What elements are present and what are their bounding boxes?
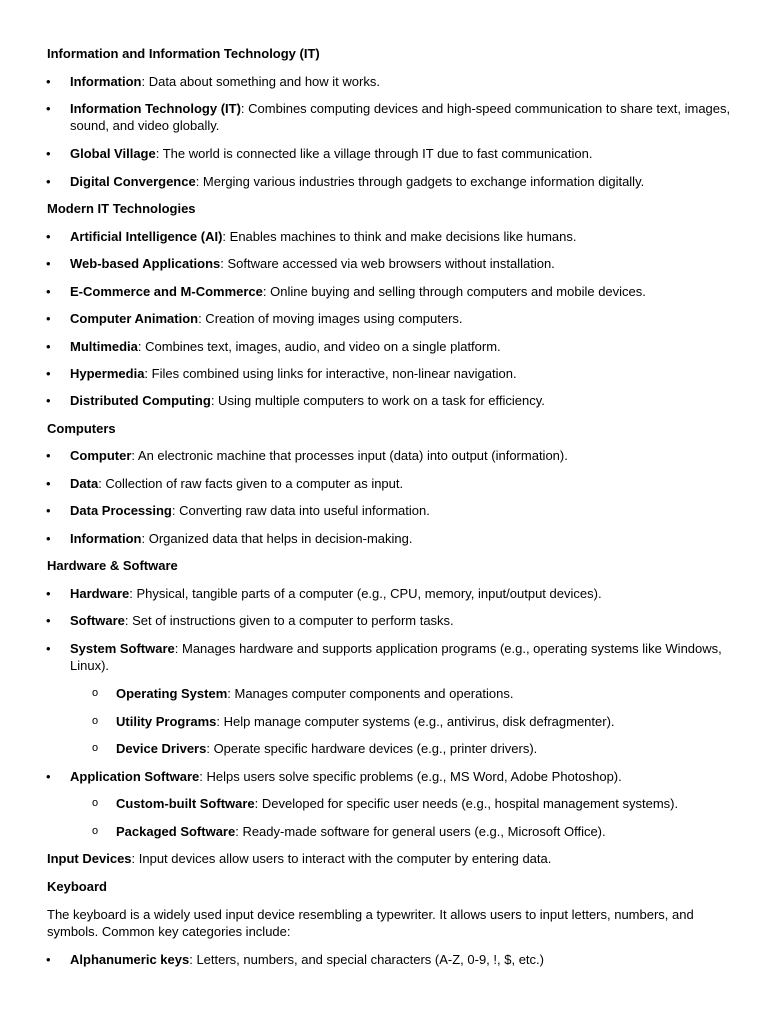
bullet-icon: • — [46, 339, 51, 354]
list-item — [70, 228, 740, 245]
list-item — [70, 338, 740, 355]
item-term: Application Software — [70, 769, 200, 784]
item-term: Information — [70, 74, 142, 89]
item-desc: : Creation of moving images using computers. — [198, 311, 463, 326]
item-desc: : Enables machines to think and make decisions like humans. — [222, 229, 577, 244]
item-term: Custom-built Software — [116, 796, 255, 811]
input-devices-line — [47, 850, 737, 867]
bullet-icon: • — [46, 531, 51, 546]
bullet-icon: • — [46, 284, 51, 299]
list-item — [70, 283, 740, 300]
item-desc: : Software accessed via web browsers without installation. — [220, 256, 555, 271]
list-item — [70, 255, 740, 272]
item-desc: : An electronic machine that processes input (data) into output (information). — [131, 448, 568, 463]
section-heading: Hardware & Software — [47, 558, 178, 573]
item-term: Operating System — [116, 686, 228, 701]
list-item — [70, 585, 740, 602]
sub-list-item — [116, 740, 740, 757]
item-term: Input Devices — [47, 851, 132, 866]
section-heading: Modern IT Technologies — [47, 201, 196, 216]
item-term: Computer Animation — [70, 311, 199, 326]
list-item — [70, 392, 740, 409]
item-term: E-Commerce and M-Commerce — [70, 284, 263, 299]
section-heading: Information and Information Technology (IT) — [47, 46, 320, 61]
list-item — [70, 447, 740, 464]
item-desc: : Combines text, images, audio, and video on a single platform. — [137, 339, 501, 354]
item-desc: : Operate specific hardware devices (e.g., printer drivers). — [206, 741, 538, 756]
item-term: Data Processing — [70, 503, 172, 518]
bullet-icon: • — [46, 146, 51, 161]
item-desc: : Manages hardware and supports application programs (e.g., operating systems like Windows, Linux). — [70, 641, 722, 673]
item-term: Hypermedia — [70, 366, 145, 381]
item-desc: : Set of instructions given to a computer to perform tasks. — [124, 613, 454, 628]
item-desc: : Developed for specific user needs (e.g., hospital management systems). — [254, 796, 679, 811]
item-term: Digital Convergence — [70, 174, 196, 189]
item-term: Global Village — [70, 146, 156, 161]
item-desc: : Ready-made software for general users (e.g., Microsoft Office). — [235, 824, 606, 839]
item-desc: : Manages computer components and operations. — [227, 686, 514, 701]
list-item — [70, 145, 740, 162]
bullet-icon: • — [46, 229, 51, 244]
item-desc: : Organized data that helps in decision-making. — [141, 531, 413, 546]
item-term: Data — [70, 476, 99, 491]
item-term: Utility Programs — [116, 714, 217, 729]
bullet-icon: • — [46, 101, 51, 116]
list-item — [70, 100, 740, 134]
sub-bullet-icon: o — [92, 825, 99, 837]
list-item — [70, 640, 740, 674]
bullet-icon: • — [46, 174, 51, 189]
sub-bullet-icon: o — [92, 742, 99, 754]
bullet-icon: • — [46, 641, 51, 656]
item-term: Alphanumeric keys — [70, 952, 190, 967]
item-desc: : Using multiple computers to work on a task for efficiency. — [210, 393, 545, 408]
item-desc: : Letters, numbers, and special characters (A-Z, 0-9, !, $, etc.) — [189, 952, 544, 967]
section-heading: Computers — [47, 421, 116, 436]
item-desc: : Files combined using links for interactive, non-linear navigation. — [144, 366, 517, 381]
item-desc: : The world is connected like a village through IT due to fast communication. — [155, 146, 593, 161]
keyboard-paragraph: The keyboard is a widely used input device resembling a typewriter. It allows users to input letters, numbers, and symbols. Common key categories include: — [47, 907, 694, 939]
sub-list-item — [116, 795, 740, 812]
bullet-icon: • — [46, 769, 51, 784]
bullet-icon: • — [46, 952, 51, 967]
list-item — [70, 502, 740, 519]
bullet-icon: • — [46, 476, 51, 491]
item-term: Web-based Applications — [70, 256, 221, 271]
bullet-icon: • — [46, 448, 51, 463]
sub-bullet-icon: o — [92, 797, 99, 809]
sub-list-item — [116, 823, 740, 840]
list-item — [70, 365, 740, 382]
item-term: Distributed Computing — [70, 393, 211, 408]
bullet-icon: • — [46, 311, 51, 326]
list-item — [70, 530, 740, 547]
item-term: Information Technology (IT) — [70, 101, 241, 116]
item-desc: : Online buying and selling through computers and mobile devices. — [262, 284, 646, 299]
item-desc: : Converting raw data into useful information. — [171, 503, 430, 518]
list-item — [70, 951, 740, 968]
item-term: Packaged Software — [116, 824, 236, 839]
item-desc: : Combines computing devices and high-speed communication to share text, images, sound, and video globally. — [70, 101, 731, 133]
item-desc: : Merging various industries through gadgets to exchange information digitally. — [195, 174, 645, 189]
item-term: Device Drivers — [116, 741, 207, 756]
list-item — [70, 173, 740, 190]
section-heading: Keyboard — [47, 879, 107, 894]
bullet-icon: • — [46, 74, 51, 89]
bullet-icon: • — [46, 503, 51, 518]
item-term: Computer — [70, 448, 132, 463]
list-item — [70, 612, 740, 629]
list-item — [70, 475, 740, 492]
item-term: System Software — [70, 641, 175, 656]
bullet-icon: • — [46, 586, 51, 601]
bullet-icon: • — [46, 256, 51, 271]
sub-list-item — [116, 713, 740, 730]
item-desc: : Physical, tangible parts of a computer (e.g., CPU, memory, input/output devices). — [129, 586, 602, 601]
item-desc: : Help manage computer systems (e.g., antivirus, disk defragmenter). — [216, 714, 615, 729]
sub-list-item — [116, 685, 740, 702]
list-item — [70, 768, 740, 785]
item-term: Artificial Intelligence (AI) — [70, 229, 223, 244]
sub-bullet-icon: o — [92, 715, 99, 727]
item-term: Multimedia — [70, 339, 138, 354]
list-item — [70, 310, 740, 327]
bullet-icon: • — [46, 613, 51, 628]
bullet-icon: • — [46, 366, 51, 381]
sub-bullet-icon: o — [92, 687, 99, 699]
item-desc: : Data about something and how it works. — [141, 74, 380, 89]
item-desc: : Collection of raw facts given to a computer as input. — [98, 476, 404, 491]
item-term: Hardware — [70, 586, 130, 601]
item-term: Software — [70, 613, 125, 628]
item-desc: : Helps users solve specific problems (e.g., MS Word, Adobe Photoshop). — [199, 769, 622, 784]
item-term: Information — [70, 531, 142, 546]
bullet-icon: • — [46, 393, 51, 408]
list-item — [70, 73, 740, 90]
item-desc: : Input devices allow users to interact with the computer by entering data. — [131, 851, 552, 866]
